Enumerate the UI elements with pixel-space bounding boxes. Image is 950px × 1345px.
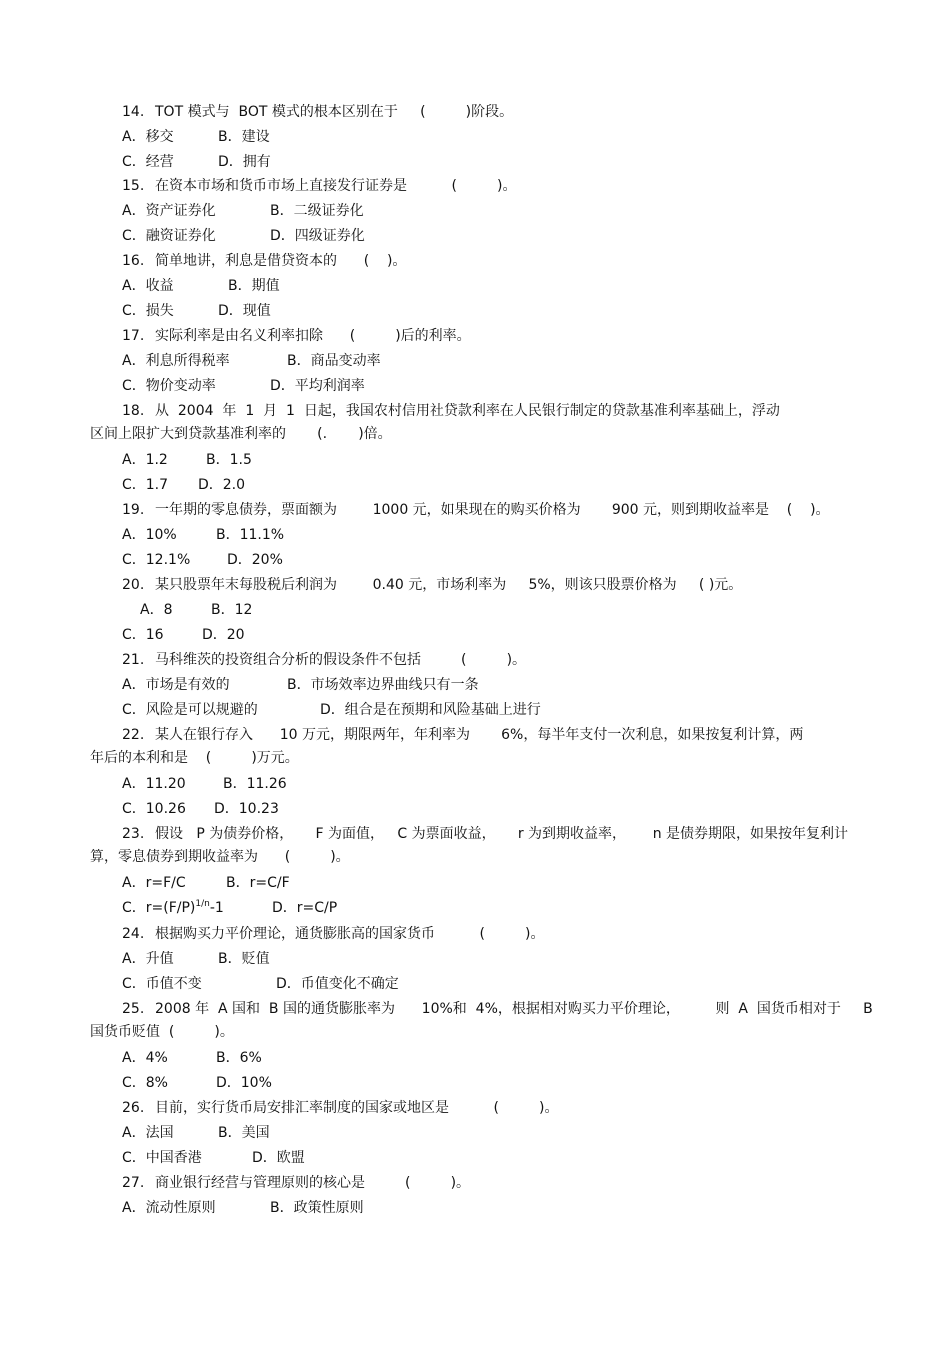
question-number: 27. (122, 1175, 145, 1191)
option-a: A．移交 (122, 129, 174, 145)
option-d: D．10.23 (214, 801, 279, 817)
option-b: B．二级证券化 (270, 203, 364, 219)
question-number: 16. (122, 253, 145, 269)
option-c: C．12.1% (122, 552, 191, 568)
option-c: C．中国香港 (122, 1150, 202, 1166)
option-d: D．2.0 (198, 477, 246, 493)
option-row (0, 797, 950, 821)
option-row (0, 274, 950, 298)
option-b: B．r=C/F (226, 875, 290, 891)
option-b: B．政策性原则 (270, 1200, 364, 1216)
option-a: A．10% (122, 527, 177, 543)
option-b: B．商品变动率 (287, 353, 381, 369)
option-row (0, 1121, 950, 1145)
question-number: 22. (122, 727, 145, 743)
exponent: 1/n (195, 899, 210, 909)
question-number: 18. (122, 403, 145, 419)
option-row (0, 871, 950, 895)
question-number: 21. (122, 652, 145, 668)
option-row (0, 1146, 950, 1170)
question-23-stem (0, 822, 950, 846)
option-row (0, 598, 950, 622)
question-25-stem (0, 997, 950, 1021)
question-17-stem (0, 324, 950, 348)
question-18-stem (0, 399, 950, 423)
option-row (0, 1071, 950, 1095)
option-d: D．四级证券化 (270, 228, 365, 244)
option-a: A．1.2 (122, 452, 168, 468)
option-d: D．20 (202, 627, 245, 643)
question-text: 2008 年 A 国和 B 国的通货膨胀率为 10%和 4%，根据相对购买力平价理论， 则 A 国货币相对于 B (155, 1001, 873, 1017)
option-row (0, 448, 950, 472)
option-row (0, 150, 950, 174)
option-a: A．资产证券化 (122, 203, 216, 219)
question-text-continuation (0, 1020, 950, 1044)
question-text: 国货币贬值 ( )。 (90, 1024, 234, 1040)
option-d: D．10% (216, 1075, 272, 1091)
question-20-stem (0, 573, 950, 597)
option-c: C．10.26 (122, 801, 186, 817)
question-text: 马科维茨的投资组合分析的假设条件不包括 ( )。 (155, 652, 527, 668)
question-14-stem (0, 100, 950, 124)
question-22-stem (0, 723, 950, 747)
option-d: D．20% (227, 552, 283, 568)
option-b: B．1.5 (206, 452, 252, 468)
option-b: B．贬值 (218, 951, 270, 967)
question-19-stem (0, 498, 950, 522)
option-a: A．收益 (122, 278, 174, 294)
option-d: D．现值 (218, 303, 271, 319)
option-b: B．11.1% (216, 527, 285, 543)
question-text: 某只股票年末每股税后利润为 0.40 元，市场利率为 5%，则该只股票价格为 ( )元。 (155, 577, 743, 593)
question-27-stem (0, 1171, 950, 1195)
question-text: 一年期的零息债券，票面额为 1000 元，如果现在的购买价格为 900 元，则到期收益率是 ( )。 (155, 502, 830, 518)
option-a: A．4% (122, 1050, 168, 1066)
option-row (0, 548, 950, 572)
option-c: C．融资证券化 (122, 228, 216, 244)
question-number: 26. (122, 1100, 145, 1116)
option-row (0, 299, 950, 323)
question-text: 根据购买力平价理论，通货膨胀高的国家货币 ( )。 (155, 926, 545, 942)
option-d: D．拥有 (218, 154, 271, 170)
option-row (0, 673, 950, 697)
question-24-stem (0, 922, 950, 946)
option-b: B．6% (216, 1050, 262, 1066)
option-c: C．16 (122, 627, 164, 643)
option-row (0, 199, 950, 223)
option-a: A．升值 (122, 951, 174, 967)
option-b: B．12 (211, 602, 253, 618)
question-26-stem (0, 1096, 950, 1120)
question-text: 算，零息债券到期收益率为 ( )。 (90, 849, 350, 865)
question-number: 25. (122, 1001, 145, 1017)
option-a: A．市场是有效的 (122, 677, 230, 693)
option-row (0, 125, 950, 149)
option-row (0, 972, 950, 996)
option-row (0, 623, 950, 647)
question-text: 年后的本利和是 ( )万元。 (90, 750, 299, 766)
question-number: 19. (122, 502, 145, 518)
option-c: C．经营 (122, 154, 174, 170)
option-a: A．法国 (122, 1125, 174, 1141)
question-number: 20. (122, 577, 145, 593)
option-d: D．组合是在预期和风险基础上进行 (320, 702, 541, 718)
option-c: C．损失 (122, 303, 174, 319)
question-text: 在资本市场和货币市场上直接发行证券是 ( )。 (155, 178, 517, 194)
option-row (0, 224, 950, 248)
option-c: C．8% (122, 1075, 168, 1091)
question-number: 23. (122, 826, 145, 842)
question-text-continuation (0, 845, 950, 869)
question-text: 某人在银行存入 10 万元，期限两年，年利率为 6%，每半年支付一次利息，如果按复利计算，两 (155, 727, 804, 743)
question-text: 简单地讲，利息是借贷资本的 ( )。 (155, 253, 407, 269)
question-number: 24. (122, 926, 145, 942)
option-row (0, 374, 950, 398)
option-c: C．风险是可以规避的 (122, 702, 258, 718)
question-number: 14. (122, 104, 145, 120)
option-row (0, 349, 950, 373)
option-row (0, 1196, 950, 1220)
option-a: A．8 (140, 602, 173, 618)
question-16-stem (0, 249, 950, 273)
option-c: C．币值不变 (122, 976, 202, 992)
question-text-continuation (0, 422, 950, 446)
option-d: D．r=C/P (272, 900, 338, 916)
option-b: B．建设 (218, 129, 270, 145)
option-b: B．市场效率边界曲线只有一条 (287, 677, 479, 693)
question-number: 15. (122, 178, 145, 194)
question-15-stem (0, 174, 950, 198)
option-a: A．流动性原则 (122, 1200, 216, 1216)
exponent-tail: -1 (209, 900, 224, 916)
option-c: C．物价变动率 (122, 378, 216, 394)
option-d: D．欧盟 (252, 1150, 305, 1166)
option-d: D．币值变化不确定 (276, 976, 399, 992)
option-b: B．期值 (228, 278, 280, 294)
option-a: A．r=F/C (122, 875, 186, 891)
option-a: A．11.20 (122, 776, 186, 792)
question-text: 区间上限扩大到贷款基准利率的 (. )倍。 (90, 426, 392, 442)
question-text: 商业银行经营与管理原则的核心是 ( )。 (155, 1175, 471, 1191)
option-row (0, 947, 950, 971)
option-d: D．平均利润率 (270, 378, 365, 394)
option-row (0, 1046, 950, 1070)
option-c: C．$r=(F/P)^{1/n}-1$ (122, 899, 224, 916)
question-number: 17. (122, 328, 145, 344)
question-text: 目前，实行货币局安排汇率制度的国家或地区是 ( )。 (155, 1100, 559, 1116)
option-row (0, 698, 950, 722)
option-row (0, 772, 950, 796)
question-text: 假设 P 为债券价格， F 为面值， C 为票面收益， r 为到期收益率， n 是债券期限，如果按年复利计 (155, 826, 849, 842)
option-c: C．1.7 (122, 477, 169, 493)
question-text-continuation (0, 746, 950, 770)
option-row (0, 473, 950, 497)
option-b: B．美国 (218, 1125, 270, 1141)
option-b: B．11.26 (223, 776, 287, 792)
question-text: 从 2004 年 1 月 1 日起，我国农村信用社贷款利率在人民银行制定的贷款基准利率基础上，浮动 (155, 403, 780, 419)
option-row (0, 523, 950, 547)
question-text: 实际利率是由名义利率扣除 ( )后的利率。 (155, 328, 471, 344)
question-21-stem (0, 648, 950, 672)
option-row (0, 896, 950, 920)
option-a: A．利息所得税率 (122, 353, 230, 369)
question-text: TOT 模式与 BOT 模式的根本区别在于 ( )阶段。 (155, 104, 514, 120)
